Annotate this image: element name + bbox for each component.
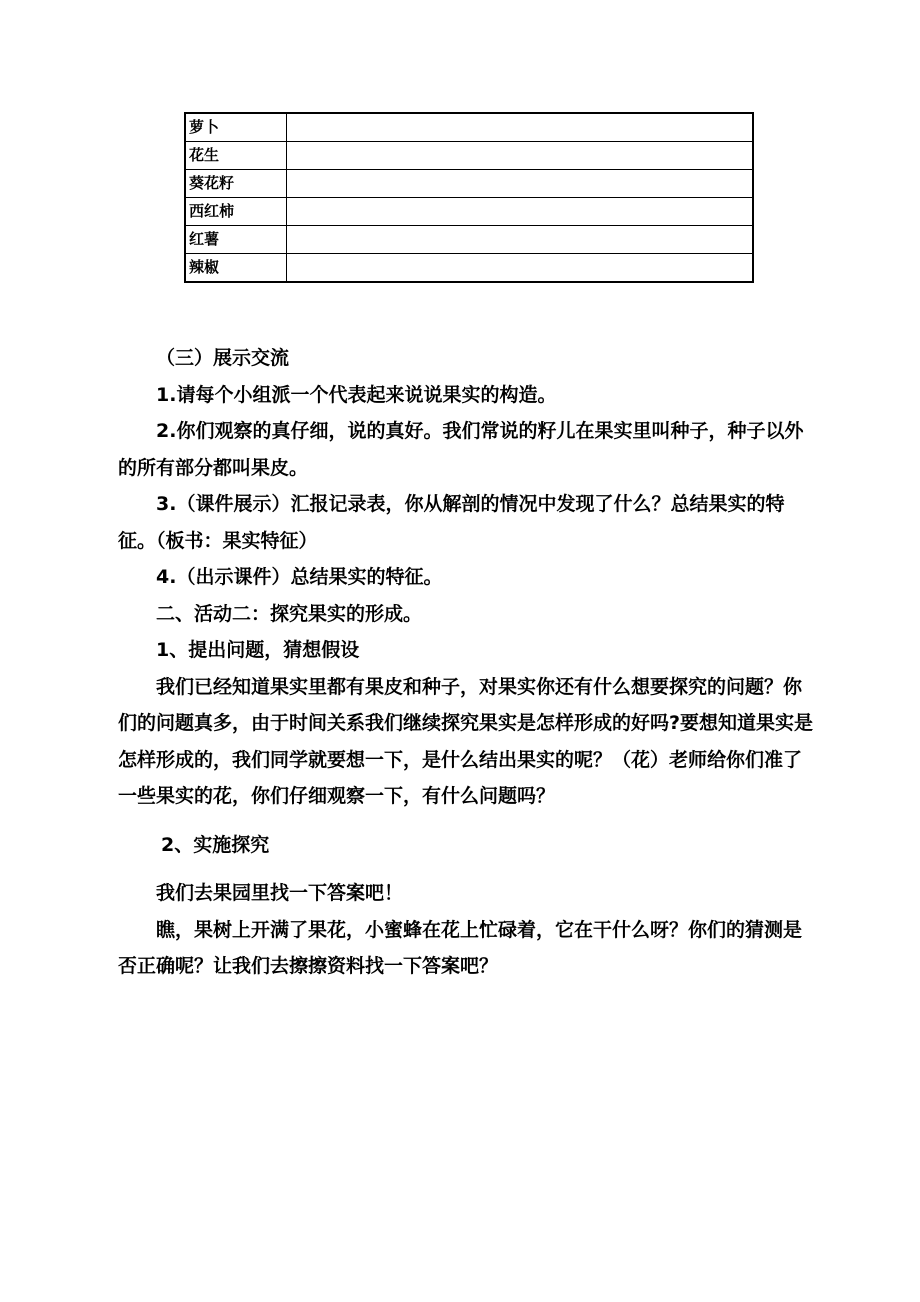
step-2-heading: 2、实施探究 xyxy=(161,833,270,856)
document-body xyxy=(118,340,818,985)
observation-record-table xyxy=(184,112,754,283)
fruit-name-cell: 萝卜 xyxy=(185,113,287,142)
blank-record-cell xyxy=(287,142,754,170)
blank-record-cell xyxy=(287,254,754,283)
table-row xyxy=(185,170,753,198)
section-heading: （三）展示交流 xyxy=(156,347,290,369)
activity-2-heading: 二、活动二：探究果实的形成。 xyxy=(156,602,423,625)
fruit-name-cell: 葵花籽 xyxy=(185,170,287,198)
paragraph-7: 瞧，果树上开满了果花，小蜜蜂在花上忙碌着，它在干什么呀？你们的猜测是否正确呢？让我们去擦擦资料找一下答案吧？ xyxy=(118,918,803,977)
paragraph-4: 4.（出示课件）总结果实的特征。 xyxy=(156,566,443,588)
paragraph-5: 我们已经知道果实里都有果皮和种子，对果实你还有什么想要探究的问题？你们的问题真多，由于时间关系我们继续探究果实是怎样形成的好吗?要想知道果实是怎样形成的，我们同学就要想一下，是什么结出果实的呢？（花）老师给你们准了一些果实的花，你们仔细观察一下，有什么问题吗？ xyxy=(118,675,814,807)
fruit-name-cell: 红薯 xyxy=(185,226,287,254)
step-1-heading: 1、提出问题，猜想假设 xyxy=(156,639,360,661)
fruit-name-cell: 花生 xyxy=(185,142,287,170)
table-row xyxy=(185,113,753,142)
table-row xyxy=(185,198,753,226)
blank-record-cell xyxy=(287,226,754,254)
paragraph-6: 我们去果园里找一下答案吧！ xyxy=(156,882,404,904)
table-row xyxy=(185,142,753,170)
paragraph-1: 1.请每个小组派一个代表起来说说果实的构造。 xyxy=(156,383,557,406)
paragraph-2: 2.你们观察的真仔细，说的真好。我们常说的籽儿在果实里叫种子，种子以外的所有部分都叫果皮。 xyxy=(118,420,804,479)
table-row xyxy=(185,254,753,283)
fruit-name-cell: 西红柿 xyxy=(185,198,287,226)
fruit-name-cell: 辣椒 xyxy=(185,254,287,283)
blank-record-cell xyxy=(287,170,754,198)
blank-record-cell xyxy=(287,198,754,226)
table-row xyxy=(185,226,753,254)
paragraph-3: 3.（课件展示）汇报记录表，你从解剖的情况中发现了什么？总结果实的特征。（板书：果实特征） xyxy=(118,493,785,552)
blank-record-cell xyxy=(287,113,754,142)
